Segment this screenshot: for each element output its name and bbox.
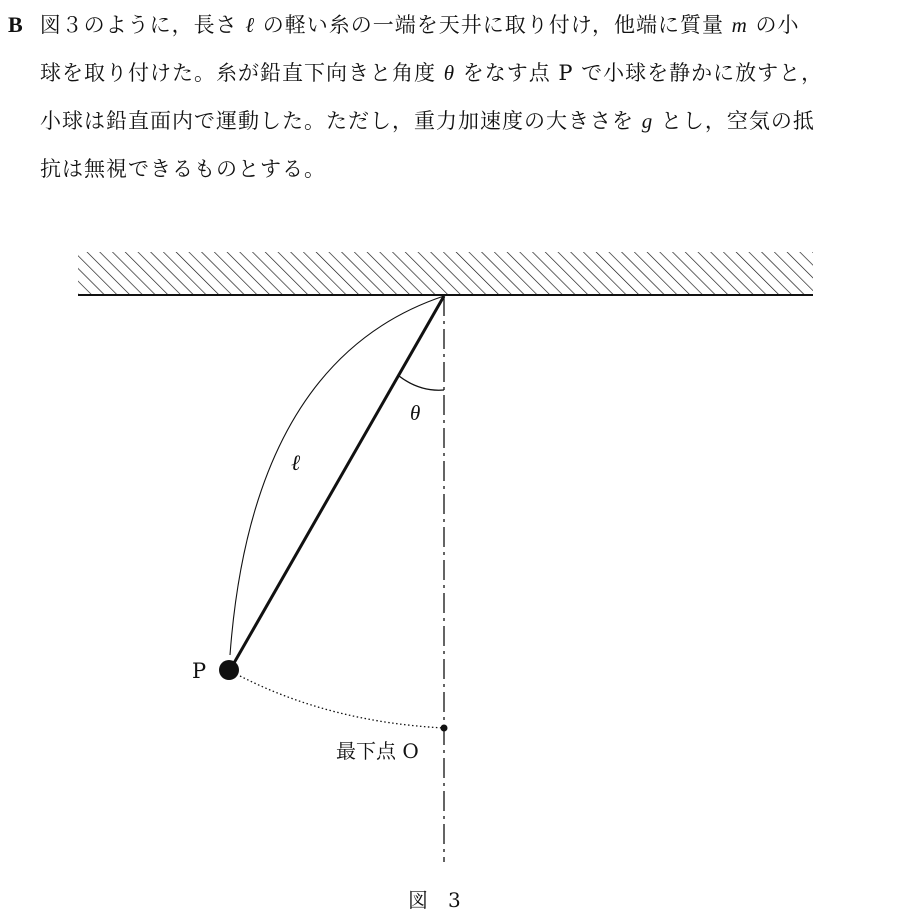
variable-m: m [731,13,748,37]
ball [219,660,239,680]
text-segment: の小 [747,13,800,37]
text-segment: 図３のように，長さ [39,13,246,37]
text-segment: 小球は鉛直面内で運動した。ただし，重力加速度の大きさを [40,109,642,133]
pendulum-string [230,296,444,670]
ceiling [78,252,813,295]
length-label: ℓ [291,450,301,475]
text-segment: をなす点 P で小球を静かに放すと， [455,61,824,85]
variable-g: g [641,109,654,133]
text-segment: 抗は無視できるものとする。 [40,157,326,181]
ceiling-hatch [78,252,813,295]
text-segment: 球を取り付けた。糸が鉛直下向きと角度 [40,61,444,85]
swing-path [240,676,444,728]
lowest-point-label: 最下点 O [336,739,419,763]
angle-arc [399,376,444,390]
text-segment: とし，空気の抵 [653,109,815,133]
figure-caption: 図 3 [408,888,461,912]
point-p-label: P [192,659,207,683]
section-mark: B [8,12,24,37]
angle-label: θ [410,401,421,425]
variable-theta: θ [443,61,456,85]
lowest-point-marker [441,725,448,732]
text-segment: の軽い糸の一端を天井に取り付け，他端に質量 [255,13,732,37]
variable-l: ℓ [245,13,256,37]
